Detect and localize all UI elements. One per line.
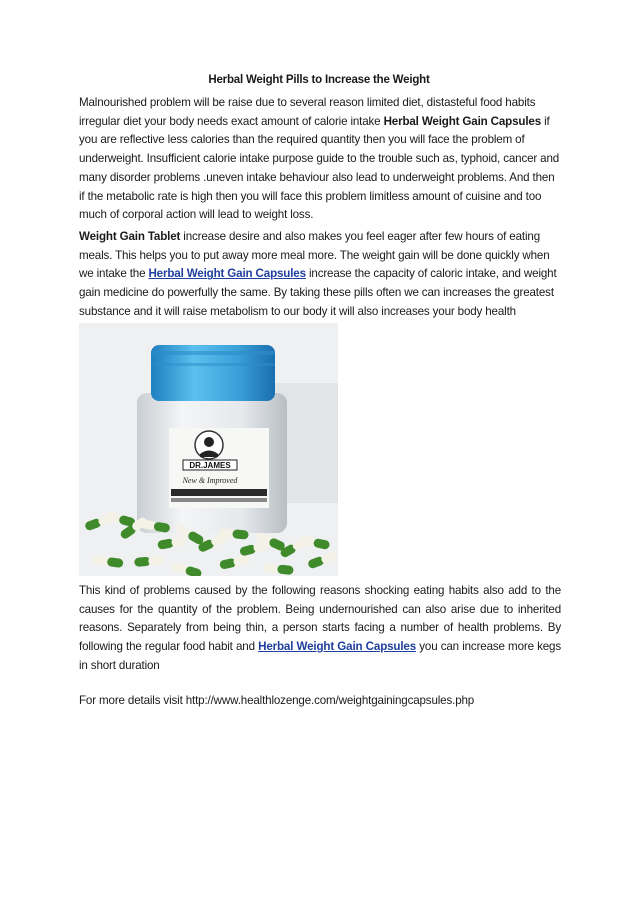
paragraph-tablet bbox=[79, 228, 561, 322]
label-tag-text: New & Improved bbox=[182, 476, 238, 485]
intro-text-1: Malnourished problem will be raise due to several reason limited diet, distasteful food habits irregular diet your body needs exact amount of calorie intake bbox=[79, 96, 536, 128]
label-brand-text: DR.JAMES bbox=[189, 461, 231, 470]
causes-text-1: This kind of problems caused by the following reasons shocking eating habits also add to the causes for the quantity of the problem. Being undernourished can also arise due to inherited reasons. Separately from being thin, a person starts facing a number of health problems. By following the regular food habit and bbox=[79, 584, 561, 654]
herbal-capsules-link-1[interactable]: Herbal Weight Gain Capsules bbox=[148, 267, 306, 281]
tablet-bold-keyword: Weight Gain Tablet bbox=[79, 230, 181, 243]
intro-bold-keyword: Herbal Weight Gain Capsules bbox=[383, 114, 542, 128]
herbal-capsules-link-2[interactable]: Herbal Weight Gain Capsules bbox=[258, 640, 417, 654]
paragraph-causes bbox=[79, 582, 561, 676]
tablet-text-1: increase desire and also makes you feel eager after few hours of eating meals. This helps you to put away more meal more. The weight gain will be done quickly when we intake the bbox=[79, 230, 550, 281]
product-photo bbox=[79, 323, 338, 576]
causes-text-2: you can increase more kegs in short duration bbox=[79, 640, 561, 672]
document-title: Herbal Weight Pills to Increase the Weight bbox=[208, 74, 430, 86]
paragraph-intro bbox=[79, 94, 561, 225]
paragraph-more-details: For more details visit http://www.healthlozenge.com/weightgainingcapsules.php bbox=[79, 694, 475, 707]
tablet-text-2: increase the capacity of caloric intake, and weight gain medicine do powerfully the same. By taking these pills often we can increases the greatest substance and it will raise metabolism to our body it will also increases your body health bbox=[79, 267, 557, 318]
capsule-bottle-illustration bbox=[79, 323, 338, 576]
intro-text-2: if you are reflective less calories than the required quantity then you will face the problem of underweight. Insufficient calorie intake purpose guide to the trouble such as, typhoid, cancer and many disorder problems .uneven intake behaviour also lead to underweight problems. And then if the metabolic rate is high then you will face this problem limitless amount of cuisine and too much of corporal action will lead to weight loss. bbox=[79, 114, 560, 222]
